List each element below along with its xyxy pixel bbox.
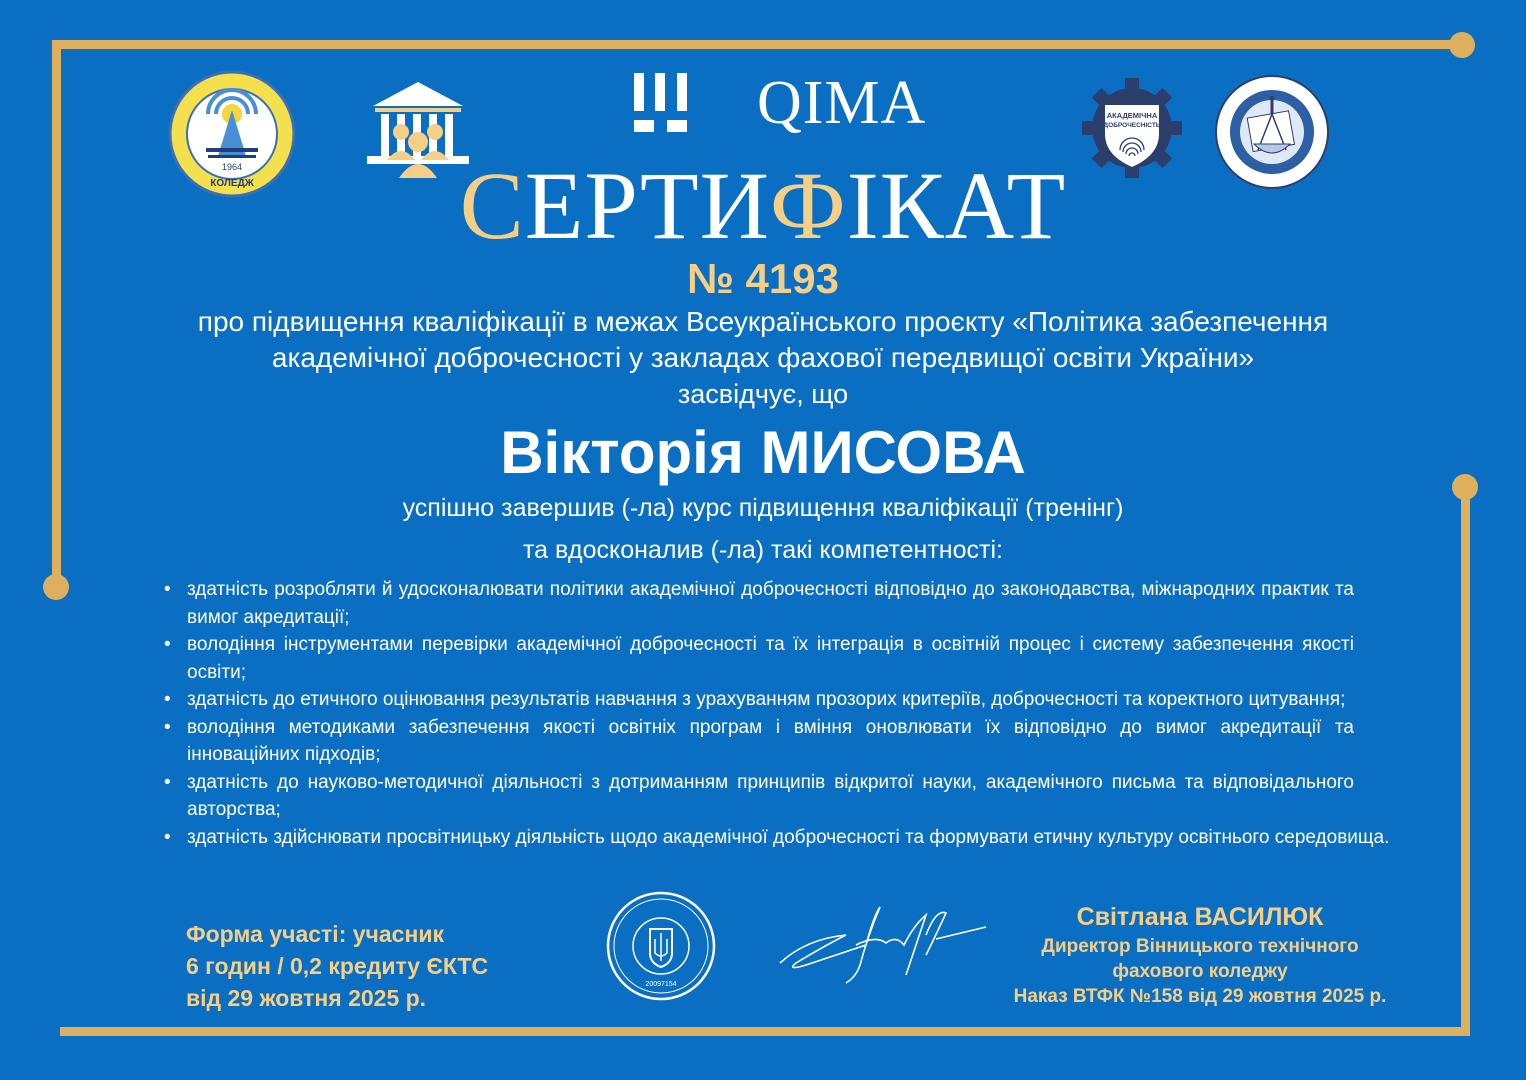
competency-item: • здатність до етичного оцінювання результатів навчання з урахуванням прозорих критеріїв, доброчесності та коректного цитування; [160, 686, 1354, 714]
certificate-number: № 4193 [687, 255, 839, 302]
signer-role-2: фахового коледжу [1112, 961, 1288, 982]
competency-list [160, 576, 1390, 851]
participation-info [186, 918, 488, 1014]
participation-hours: 6 годин / 0,2 кредиту ЄКТС [186, 953, 489, 979]
svg-text:1964: 1964 [221, 162, 243, 172]
svg-text:КОЛЕДЖ: КОЛЕДЖ [210, 178, 254, 189]
completed-line-2: та вдосконалив (-ла) такі компетентності: [523, 536, 1003, 564]
lead-line-3: засвідчує, що [677, 379, 849, 409]
stamp-code: 20097154 [645, 981, 677, 988]
frame-dot-left [43, 574, 69, 600]
exclamation-logo-icon [633, 73, 689, 133]
svg-text:ДОБРОЧЕСНІСТЬ: ДОБРОЧЕСНІСТЬ [1103, 122, 1161, 129]
competency-item: • здатність розробляти й удосконалювати політики академічної доброчесності відповідно до законодавства, міжнародних практик та вимог акредитації; [160, 576, 1354, 631]
participation-form: Форма участі: учасник [186, 921, 445, 947]
signer-role-1: Директор Вінницького технічного [1041, 936, 1359, 957]
completed-line-1: успішно завершив (-ла) курс підвищення кваліфікації (тренінг) [402, 494, 1124, 522]
signer-block [960, 900, 1440, 1009]
title-part-2: ІКАТ [846, 152, 1067, 259]
participation-date: від 29 жовтня 2025 р. [186, 985, 427, 1011]
competency-item: • володіння інструментами перевірки академічної доброчесності та їх інтеграція в освітній процес і систему забезпечення якості освіти; [160, 631, 1354, 686]
lead-line-1: про підвищення кваліфікації в межах Всеукраїнського проєкту «Політика забезпечення [197, 306, 1329, 337]
frame-top-line [52, 40, 1462, 49]
title-letter-f: Ф [769, 152, 847, 259]
competency-item: • здатність до науково-методичної діяльності з дотриманням принципів відкритої науки, академічного письма та відповідального авторства; [160, 769, 1354, 824]
title-part-1: ЕРТИ [524, 152, 770, 259]
certificate-lead [0, 304, 1526, 412]
order-reference: Наказ ВТФК №158 від 29 жовтня 2025 р. [1013, 986, 1387, 1007]
competency-item: • володіння методиками забезпечення якості освітніх програм і вміння оновлювати їх відповідно до вимог акредитації та інноваційних підходів; [160, 714, 1354, 769]
official-stamp-icon [606, 891, 716, 1001]
frame-dot-top-right [1449, 32, 1475, 58]
signature-icon [776, 905, 990, 985]
signer-name: Світлана ВАСИЛЮК [1076, 903, 1324, 931]
frame-bottom-line [60, 1027, 1470, 1036]
svg-text:АКАДЕМІЧНА: АКАДЕМІЧНА [1106, 111, 1158, 120]
certificate-title [0, 152, 1526, 259]
lead-line-2: академічної доброчесності у закладах фахової передвищої освіти України» [271, 342, 1255, 373]
title-letter-c: С [459, 152, 525, 259]
qima-logo: QIMA [757, 69, 927, 137]
frame-right-line [1461, 488, 1470, 1036]
recipient-name: Вікторія МИСОВА [500, 419, 1026, 486]
competency-item: • здатність здійснювати просвітницьку діяльність щодо академічної доброчесності та формувати етичну культуру освітнього середовища. [160, 824, 1390, 852]
